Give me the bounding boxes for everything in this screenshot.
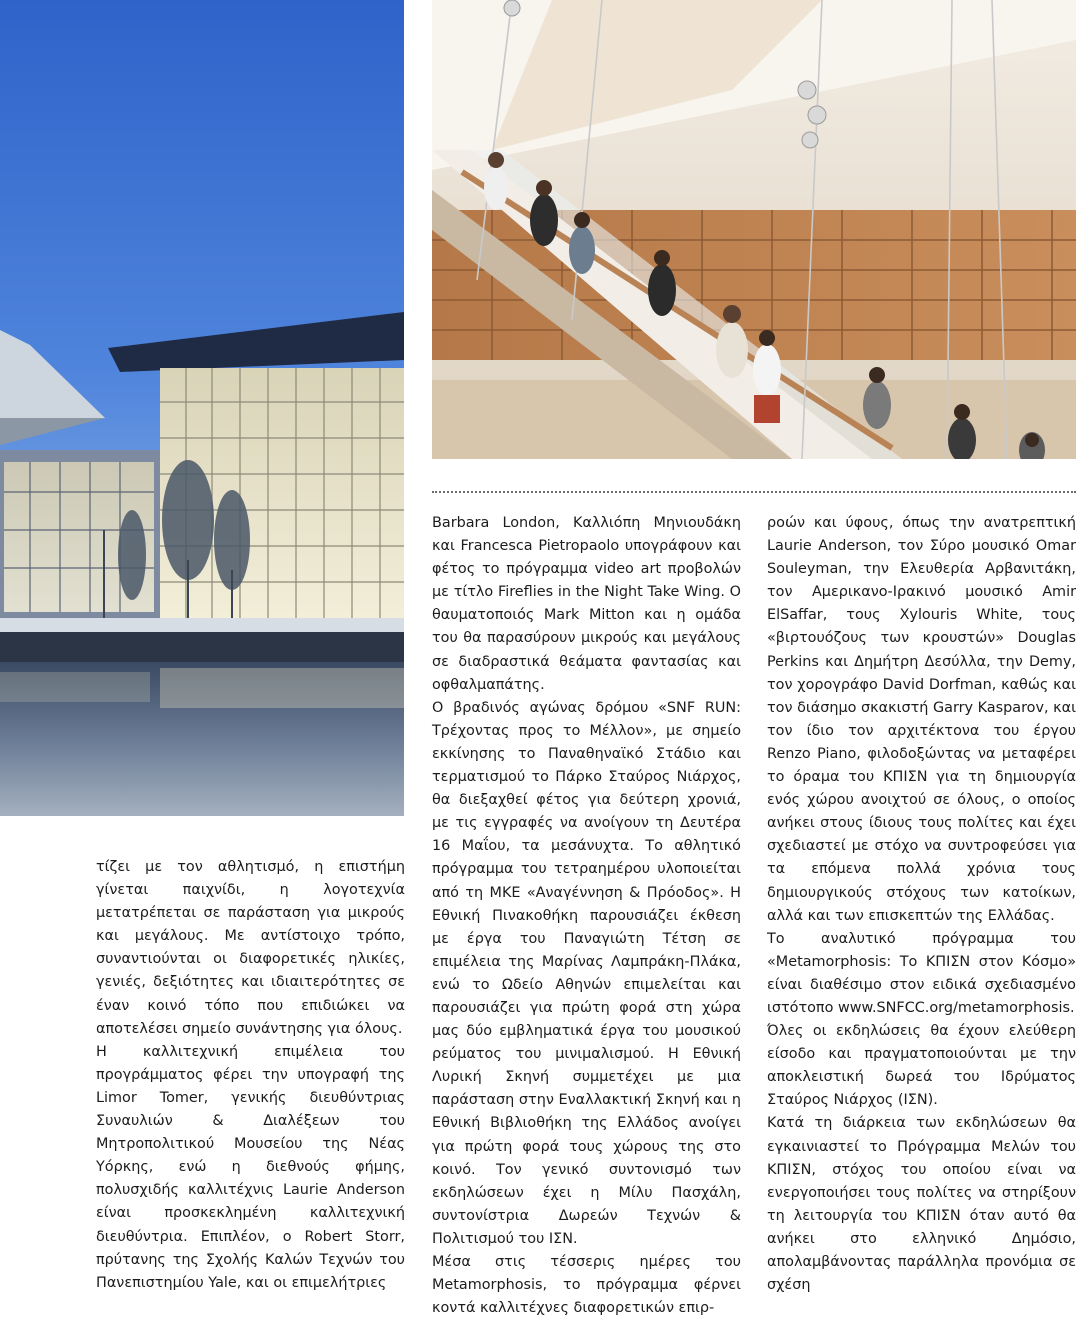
paragraph: Μέσα στις τέσσερις ημέρες του Metamorphosis, το πρόγραμμα φέρνει κοντά καλλιτέχνες διαφορετικών επιρ- [432,1254,741,1317]
building-photo [0,0,404,816]
paragraph: Η καλλιτεχνική επιμέλεια του προγράμματος φέρει την υπογραφή της Limor Tomer, γενικής διευθύντριας Συναυλιών & Διαλέξεων του Μητροπολιτικού Μουσείου της Νέας Υόρκης, ενώ η διεθνούς φήμης, πολυσχιδής καλλιτέχνις Laurie Anderson είναι προσκεκλημένη καλλιτεχνική διευθύντρια. Επιπλέον, ο Robert Storr, πρύτανης της Σχολής Καλών Τεχνών του Πανεπιστημίου Yale, και οι επιμελήτριες [96,1043,405,1291]
paragraph: Ο βραδινός αγώνας δρόμου «SNF RUN: Τρέχοντας προς το Μέλλον», με σημείο εκκίνησης το Παναθηναϊκό Στάδιο και τερματισμού το Πάρκο Σταύρος Νιάρχος, θα διεξαχθεί φέτος για δεύτερη χρονιά, με τις εγγραφές να ανοίγουν τη Δευτέρα 16 Μαΐου, τα μεσάνυχτα. Το αθλητικό πρόγραμμα του τετραημέρου υλοποιείται από τη ΜΚΕ «Αναγέννηση & Πρόοδος». Η Εθνική Πινακοθήκη παρουσιάζει έκθεση με έργα του Παναγιώτη Τέτση σε επιμέλεια της Μαρίνας Λαμπράκη-Πλάκα, ενώ το Ωδείο Αθηνών επιμελείται και παρουσιάζει για πρώτη φορά στη χώρα μας δύο εμβληματικά έργα του μουσικού ρεύματος του μινιμαλισμού. Η Εθνική Λυρική Σκηνή συμμετέχει με μια παράσταση στην Εναλλακτική Σκηνή και η Εθνική Βιβλιοθήκη της Ελλάδος ανοίγει για πρώτη φορά τους χώρους της στο κοινό. Τον γενικό συντονισμό των εκδηλώσεων έχει η Μίλυ Πασχάλη, συντονίστρια Δωρεών Τεχνών & Πολιτισμού του ΙΣΝ. [432,699,741,1247]
paragraph: Κατά τη διάρκεια των εκδηλώσεων θα εγκαινιαστεί το Πρόγραμμα Μελών του ΚΠΙΣΝ, στόχος του οποίου είναι να ενεργοποιήσει τους πολίτες να στηρίξουν τη λειτουργία του ΚΠΙΣΝ όταν αυτό θα ανήκει στο ελληνικό Δημόσιο, απολαμβάνοντας παράλληλα προνόμια σε σχέση [767,1115,1076,1294]
text-column-3 [767,512,1076,1297]
dotted-separator [432,491,1076,493]
paragraph: ροών και ύφους, όπως την ανατρεπτική Laurie Anderson, τον Σύρο μουσικό Omar Souleyman, την Ελευθερία Αρβανιτάκη, τον Αμερικανο-Ιρακινό μουσικό Amir ElSaffar, τους Xylouris White, τους «βιρτουόζους των κρουστών» Douglas Perkins και Δημήτρη Δεσύλλα, την Demy, τον χορογράφο David Dorfman, καθώς και τον διάσημο σκακιστή Garry Kasparov, και τον ίδιο τον αρχιτέκτονα του έργου Renzo Piano, φιλοδοξώντας να μεταφέρει το όραμα του ΚΠΙΣΝ για τη δημιουργία ενός χώρου ανοιχτού σε όλους, ο οποίος ανήκει στους ίδιους τους πολίτες και έχει σχεδιαστεί με στόχο να συντροφεύσει για τα επόμενα πολλά χρόνια τους δημιουργικούς στόχους των κατοίκων, αλλά και των επισκεπτών της Ελλάδας. [767,515,1076,924]
paragraph: τίζει με τον αθλητισμό, η επιστήμη γίνεται παιχνίδι, η λογοτεχνία μετατρέπεται σε παράσταση για μικρούς και μεγάλους. Με αντίστοιχο τρόπο, συναντιούνται οι διαφορετικές ηλικίες, γενιές, δεξιότητες και ιδιαιτερότητες σε έναν κοινό τόπο που επιδιώκει να αποτελέσει σημείο συνάντησης για όλους. [96,859,405,1037]
paragraph: Το αναλυτικό πρόγραμμα του «Metamorphosis: Το ΚΠΙΣΝ στον Κόσμο» είναι διαθέσιμο στον ειδικά σχεδιασμένο ιστότοπο www.SNFCC.org/metamorphosis. [767,930,1076,1016]
text-column-2 [432,512,741,1320]
staircase-photo [432,0,1076,459]
paragraph: Όλες οι εκδηλώσεις θα έχουν ελεύθερη είσοδο και πραγματοποιούνται με την αποκλειστική δωρεά του Ιδρύματος Σταύρος Νιάρχος (ΙΣΝ). [767,1023,1076,1109]
text-column-1 [96,856,405,1295]
paragraph: Barbara London, Καλλιόπη Μηνιουδάκη και Francesca Pietropaolo υπογράφουν και φέτος το πρόγραμμα video art προβολών με τίτλο Fireflies in the Night Take Wing. Ο θαυματοποιός Mark Mitton και η ομάδα του θα παρασύρουν μικρούς και μεγάλους σε διαδραστικά θεάματα φαντασίας και οφθαλμαπάτης. [432,515,741,693]
